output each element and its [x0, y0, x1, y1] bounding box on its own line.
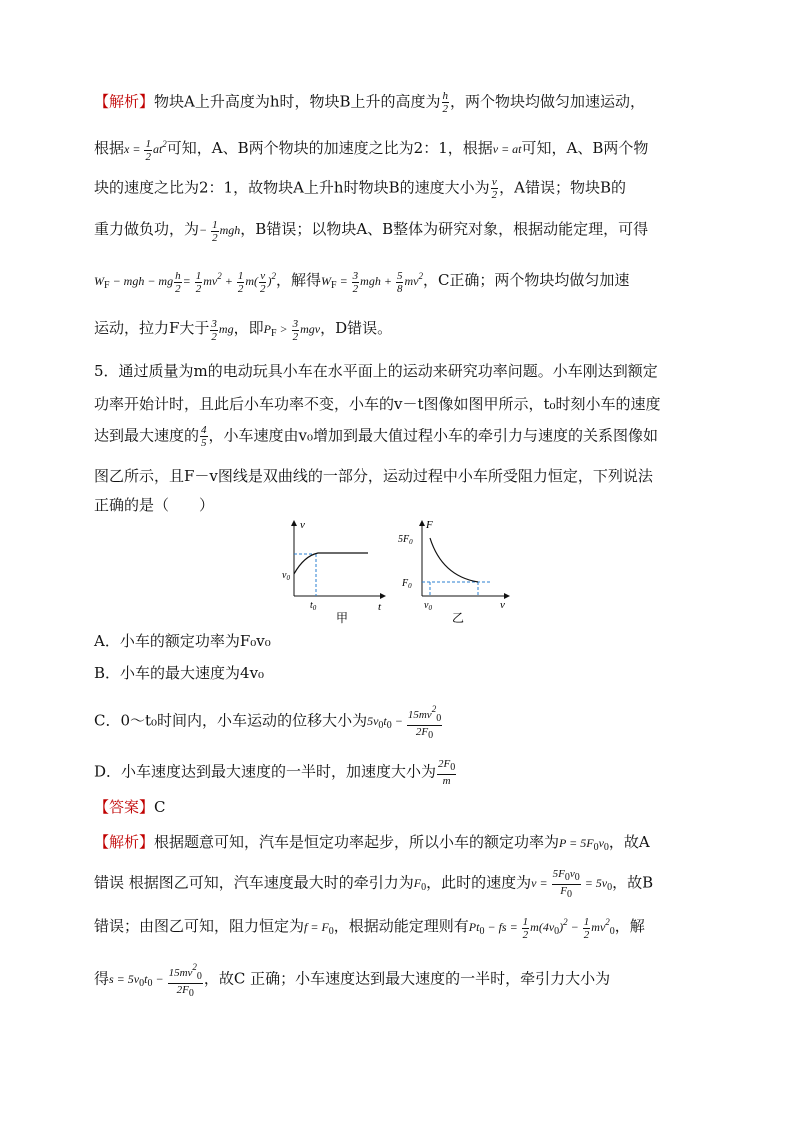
sol5-line-2: 错误 根据图乙可知，汽车速度最大时的牵引力为$F_0$，此时的速度为v = $\frac{5F0v0}{F0}$ = $5v_0$，故B [94, 868, 654, 900]
q5-line-5: 正确的是（ ） [94, 496, 215, 514]
svg-text:F0: $F_0$ [402, 578, 412, 590]
formula-neg-half-mgh: − $\frac{1}{2}$ mgh [199, 218, 241, 244]
formula-x-half-at2: x = $\frac{1}{2}$ $at^2$ [124, 137, 167, 163]
formula-wf-result: $W_F$ = $\frac{3}{2}$ mgh + $\frac{5}{8}$ $mv^2$ [321, 269, 423, 295]
figure-jia-vt-graph [276, 518, 386, 624]
q5-line-3: 达到最大速度的 $\frac{4}{5}$ ，小车速度由v₀增加到最大值过程小车的牵引力与速度的关系图像如 [94, 424, 659, 449]
formula-work-energy: $W_F$ − mgh − mg $\frac{h}{2}$ = $\frac{1}{2}$ $mv^2$ + $\frac{1}{2}$ m( $\frac{v}{2}$ )$^2$ [94, 269, 276, 295]
sol4-line-2: 根据x = $\frac{1}{2}$ $at^2$可知，A、B两个物块的加速度之比为2：1，根据v = at可知，A、B两个物 [94, 137, 649, 163]
formula-v-max: v = $\frac{5F0v0}{F0}$ = $5v_0$ [531, 868, 613, 900]
svg-text:5F0: $5F_0$ [398, 534, 413, 546]
sol5-line-1: 【解析】根据题意可知，汽车是恒定功率起步，所以小车的额定功率为$P = 5F_0v_0$，故A [94, 833, 650, 853]
formula-p-5f0v0: $P = 5F_0v_0$ [559, 836, 609, 853]
formula-pf: $P_F$ > $\frac{3}{2}$ mgv [263, 317, 321, 343]
formula-s-result: $s = 5v_0t_0$ − $\frac{15mv^20}{2F0}$ [109, 962, 202, 999]
svg-text:t: t [378, 601, 382, 613]
svg-text:t0: $t_0$ [310, 600, 317, 612]
formula-v-at: v = at [492, 142, 522, 156]
svg-text:v: v [300, 519, 305, 531]
fraction-2f0-m: $\frac{2F0}{m}$ [438, 758, 456, 787]
label-jia: 甲 [336, 611, 349, 624]
figure-yi-fv-graph [396, 518, 512, 624]
answer-value: C [154, 798, 166, 816]
option-d: D．小车速度达到最大速度的一半时，加速度大小为 $\frac{2F0}{m}$ [94, 758, 456, 787]
analysis-tag: 【解析】 [94, 92, 155, 111]
answer-line [94, 796, 166, 818]
fraction-h-2: $\frac{h}{2}$ [442, 90, 449, 115]
svg-text:v0: $v_0$ [424, 600, 432, 612]
option-b: B．小车的最大速度为4v₀ [94, 664, 265, 682]
formula-opt-c: $5v_0t_0$ − $\frac{15mv^20}{2F0}$ [367, 704, 442, 741]
answer-tag: 【答案】 [94, 798, 155, 816]
sol4-line-4: 重力做负功，为− $\frac{1}{2}$ mgh，B错误；以物块A、B整体为研究对象，根据动能定理，可得 [94, 218, 649, 244]
sol4-line-6: 运动，拉力F大于 $\frac{3}{2}$ mg，即$P_F$ > $\frac{3}{2}$ mgv，D错误。 [94, 317, 393, 343]
formula-f0: $F_0$ [413, 876, 427, 894]
sol4-line-1: 【解析】物块A上升高度为h时，物块B上升的高度为 $\frac{h}{2}$ ，两个物块均做匀加速运动， [94, 90, 646, 115]
sol5-line-4: 得$s = 5v_0t_0$ − $\frac{15mv^20}{2F0}$ ，故C 正确；小车速度达到最大速度的一半时，牵引力大小为 [94, 962, 611, 999]
formula-f-f0: $f = F_0$ [304, 920, 334, 937]
fraction-4-5: $\frac{4}{5}$ [201, 424, 207, 449]
option-a: A．小车的额定功率为F₀v₀ [94, 632, 271, 650]
label-yi: 乙 [452, 611, 465, 624]
q5-line-2: 功率开始计时，且此后小车功率不变，小车的v－t图像如图甲所示，t₀时刻小车的速度 [94, 395, 661, 413]
sol4-line-5: $W_F$ − mgh − mg $\frac{h}{2}$ = $\frac{1}{2}$ $mv^2$ + $\frac{1}{2}$ m( $\frac{v}{2}$ )$^2$，解得$W_F$ = $\frac{3}{2}$ mgh + $\frac{5}{8}$ $mv^2$，C正确；两个物块均做匀加速 [94, 269, 630, 295]
option-c: C．0～t₀时间内，小车运动的位移大小为$5v_0t_0$ − $\frac{15mv^20}{2F0}$ [94, 704, 442, 741]
q5-line-1: 5．通过质量为m的电动玩具小车在水平面上的运动来研究功率问题。小车刚达到额定 [94, 362, 658, 380]
fraction-v-2: $\frac{v}{2}$ [491, 176, 498, 201]
sol4-line-3: 块的速度之比为2：1，故物块A上升h时物块B的速度大小为 $\frac{v}{2}$ ，A错误；物块B的 [94, 176, 626, 201]
formula-3-2-mg: $\frac{3}{2}$ mg [211, 317, 234, 343]
svg-text:F: F [426, 519, 433, 531]
q5-line-4: 图乙所示，且F－v图线是双曲线的一部分，运动过程中小车所受阻力恒定，下列说法 [94, 467, 653, 485]
formula-energy-eq: $Pt_0$ − fs = $\frac{1}{2}$ $m(4v_0)^2$ − $\frac{1}{2}$ $mv^2_0$ [468, 915, 615, 941]
sol5-line-3: 错误；由图乙可知，阻力恒定为$f = F_0$，根据动能定理则有$Pt_0$ − fs = $\frac{1}{2}$ $m(4v_0)^2$ − $\frac{1}{2}$ $mv^2_0$，解 [94, 915, 645, 941]
svg-text:v0: $v_0$ [282, 570, 290, 582]
svg-text:v: v [500, 599, 505, 611]
